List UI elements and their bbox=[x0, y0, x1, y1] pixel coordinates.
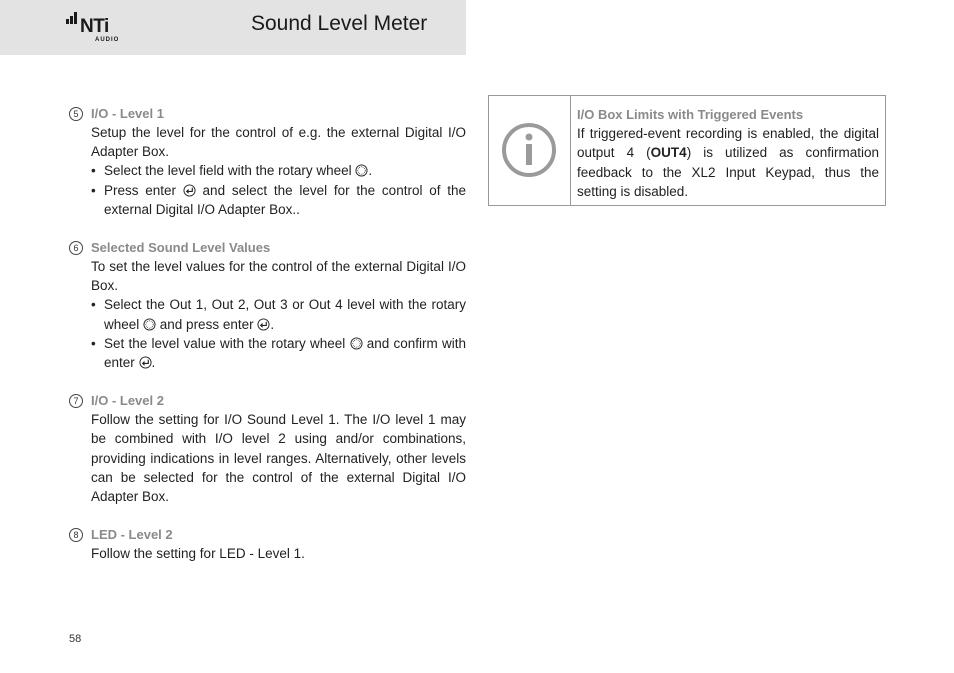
info-box bbox=[488, 95, 886, 206]
info-icon bbox=[501, 122, 557, 178]
section-selected-values bbox=[69, 238, 466, 372]
logo-subtext: AUDIO bbox=[95, 37, 120, 43]
section-title: Selected Sound Level Values bbox=[91, 239, 271, 255]
section-title: I/O - Level 1 bbox=[91, 105, 164, 121]
info-box-text: If triggered-event recording is enabled, the digital output 4 (OUT4) is utilized as confirmation feedback to the XL2 Input Keypad, thus the setting is disabled. bbox=[577, 126, 879, 199]
bullet-list bbox=[69, 161, 466, 219]
left-column bbox=[69, 104, 466, 582]
section-body: Follow the setting for LED - Level 1. bbox=[91, 546, 305, 562]
info-box-icon-cell bbox=[489, 96, 571, 205]
list-item: • Select the level field with the rotary wheel . bbox=[91, 161, 466, 180]
section-number: 8 bbox=[69, 528, 83, 542]
list-item: • Press enter and select the level for the control of the external Digital I/O Adapter Box.. bbox=[91, 181, 466, 219]
page-title: Sound Level Meter bbox=[251, 12, 428, 35]
section-body: To set the level values for the control of the external Digital I/O Box. bbox=[91, 259, 466, 294]
section-led-level-2 bbox=[69, 525, 466, 563]
enter-key-icon bbox=[257, 318, 270, 331]
info-box-title: I/O Box Limits with Triggered Events bbox=[577, 107, 804, 122]
section-io-level-1 bbox=[69, 104, 466, 219]
out4-label: OUT4 bbox=[650, 145, 687, 161]
section-title: LED - Level 2 bbox=[91, 527, 173, 543]
bullet-list bbox=[69, 295, 466, 372]
enter-key-icon bbox=[139, 356, 152, 369]
section-number: 6 bbox=[69, 241, 83, 255]
logo-text: NTi bbox=[80, 16, 109, 37]
list-item: • Select the Out 1, Out 2, Out 3 or Out 4 level with the rotary wheel and press enter . bbox=[91, 295, 466, 333]
section-io-level-2 bbox=[69, 391, 466, 506]
info-box-content bbox=[577, 105, 879, 201]
section-body: Follow the setting for I/O Sound Level 1. The I/O level 1 may be combined with I/O level 2 using and/or combinations, providing indications in level ranges. Alternatively, other levels can be selected for the control of the external Digital I/O Adapter Box. bbox=[91, 412, 466, 505]
enter-key-icon bbox=[183, 184, 196, 197]
rotary-wheel-icon bbox=[355, 164, 368, 177]
rotary-wheel-icon bbox=[143, 318, 156, 331]
rotary-wheel-icon bbox=[350, 337, 363, 350]
list-item: • Set the level value with the rotary wheel and confirm with enter . bbox=[91, 334, 466, 372]
section-title: I/O - Level 2 bbox=[91, 393, 164, 409]
page-header bbox=[0, 0, 466, 55]
page-number: 58 bbox=[69, 633, 82, 645]
section-body: Setup the level for the control of e.g. the external Digital I/O Adapter Box. bbox=[91, 125, 466, 160]
section-number: 5 bbox=[69, 107, 83, 121]
nti-audio-logo bbox=[66, 18, 130, 44]
section-number: 7 bbox=[69, 394, 83, 408]
